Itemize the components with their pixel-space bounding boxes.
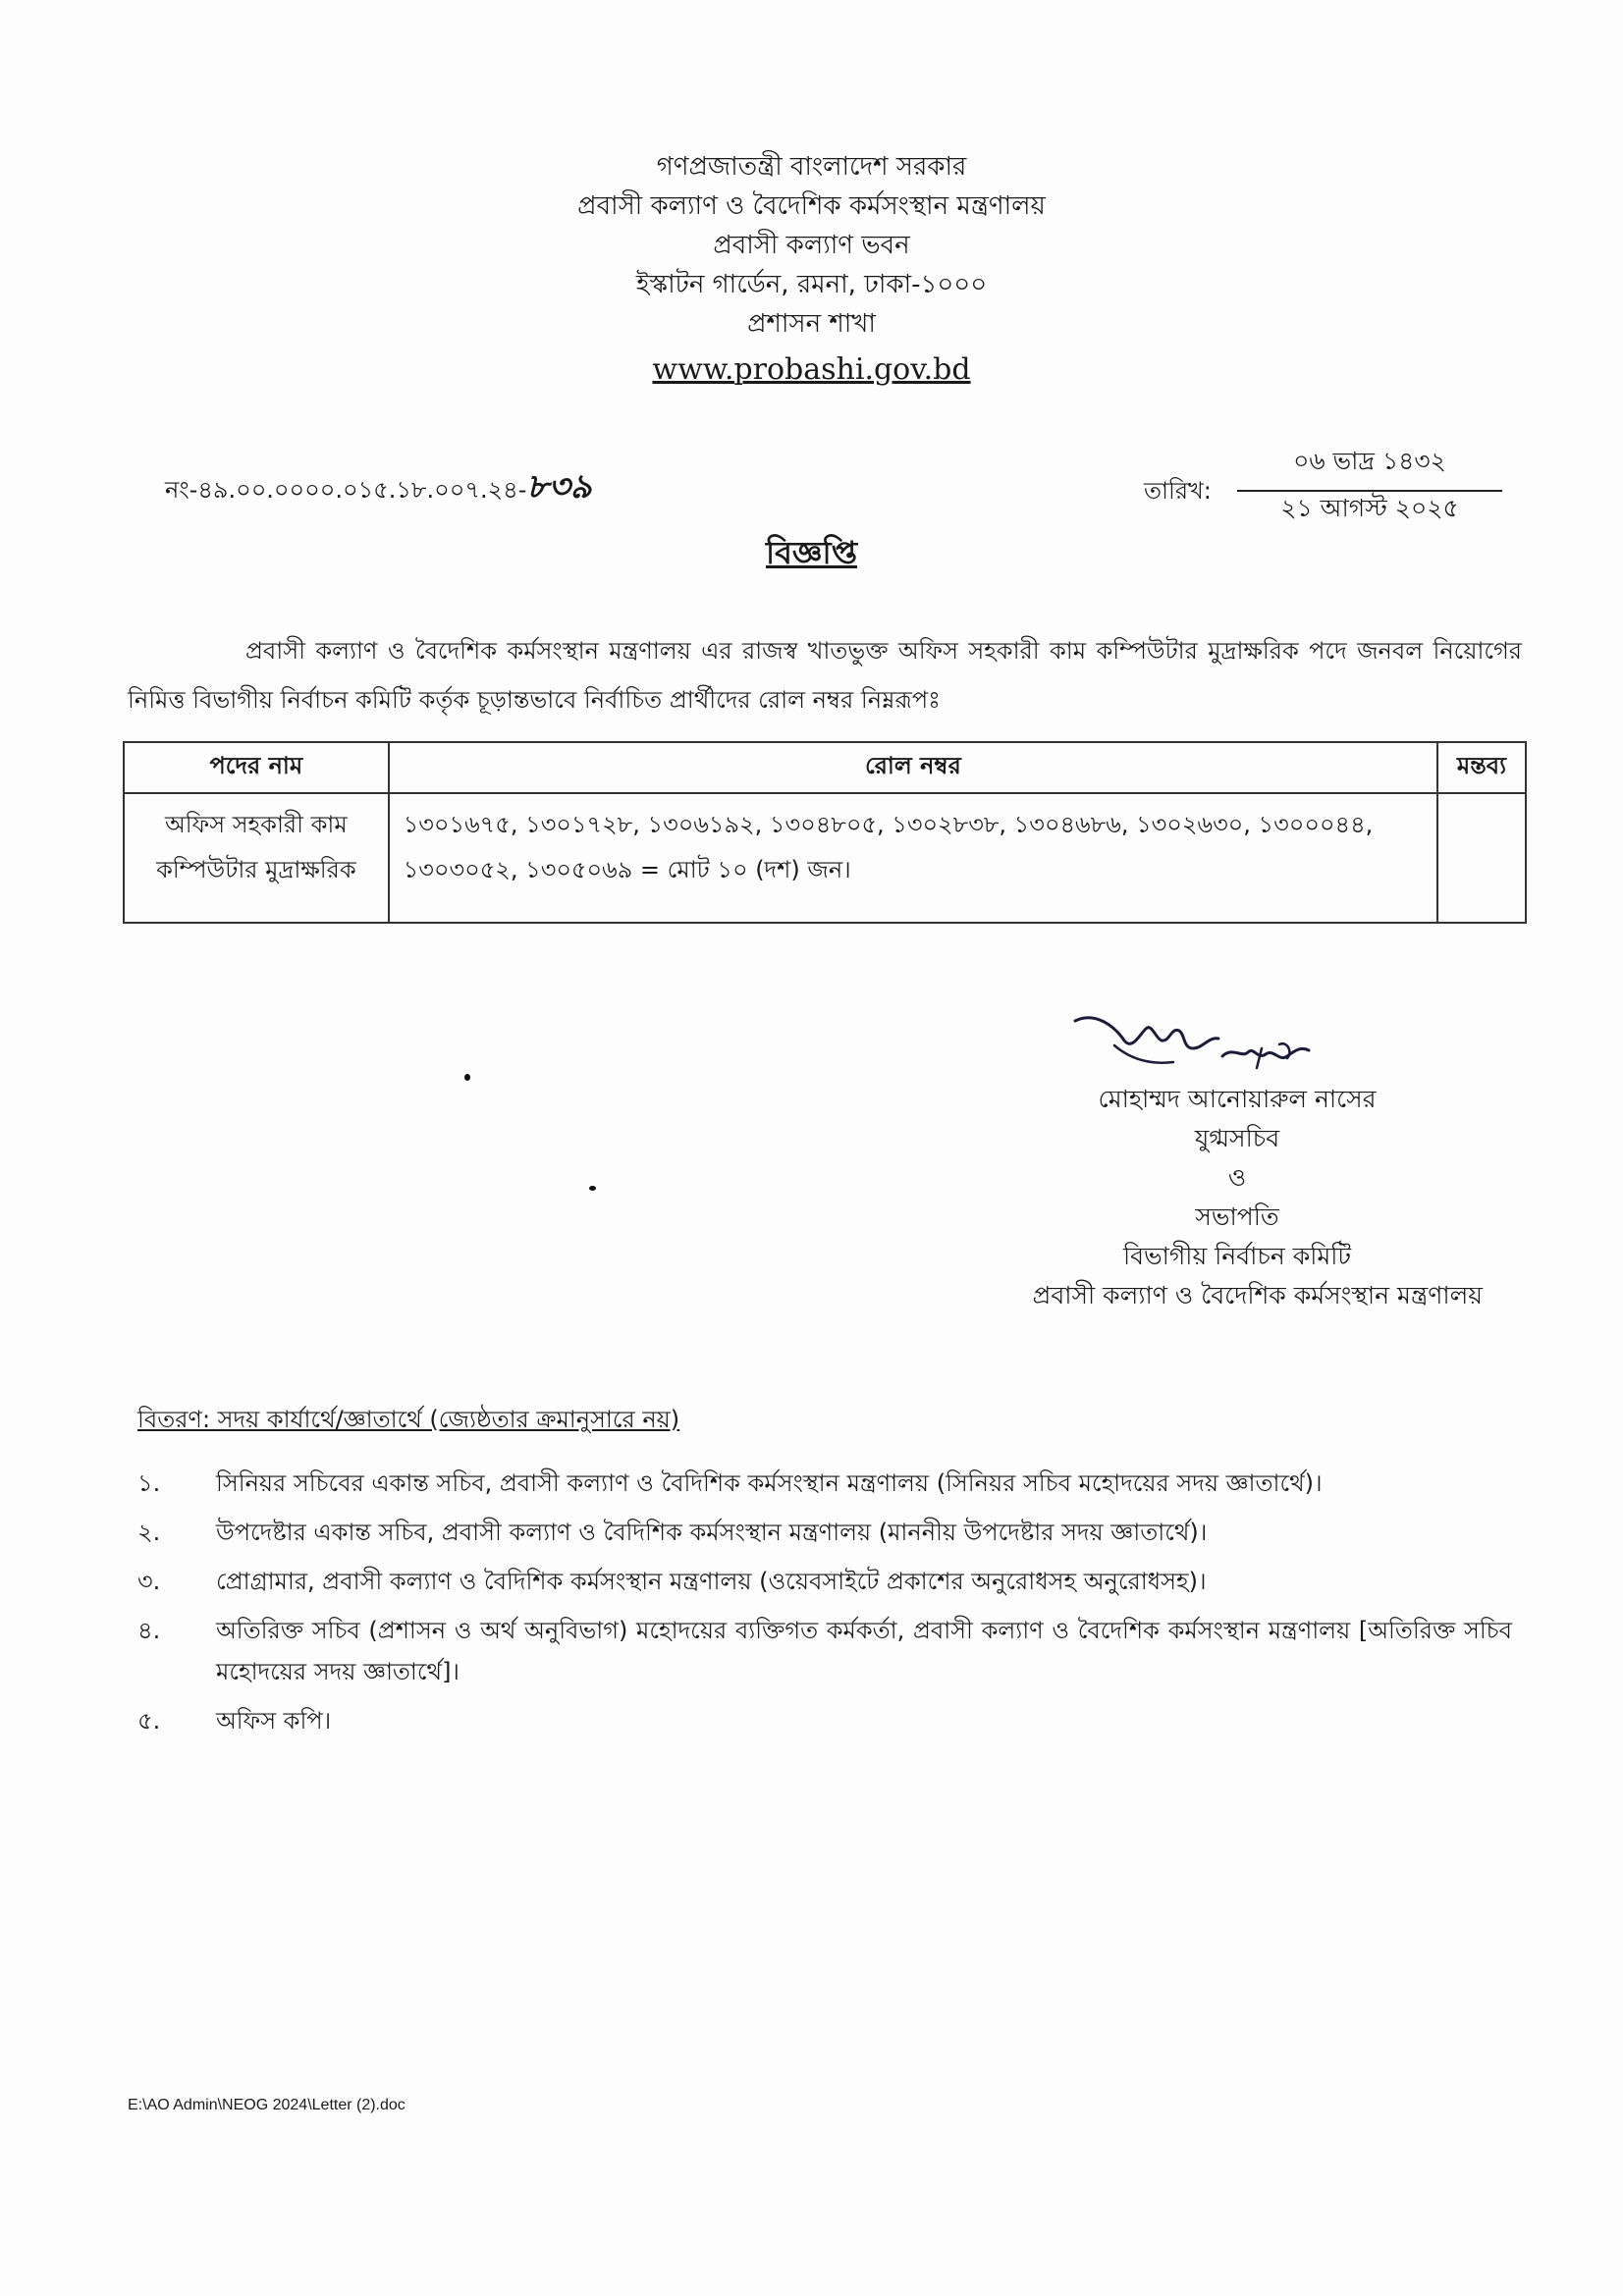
website-link[interactable]: www.probashi.gov.bd — [652, 352, 971, 387]
government-name: গণপ্রজাতন্ত্রী বাংলাদেশ সরকার — [656, 152, 967, 182]
header-remarks: মন্তব্য — [1437, 742, 1526, 793]
signatory-committee: বিভাগীয় নির্বাচন কমিটি — [1122, 1242, 1352, 1270]
list-item-number: ৫. — [137, 1707, 161, 1735]
header-roll-number: রোল নম্বর — [389, 742, 1437, 793]
header-post-name: পদের নাম — [124, 742, 389, 793]
signatory-designation: যুগ্মসচিব — [1194, 1124, 1280, 1152]
list-item — [118, 1512, 1512, 1553]
signatory-role: সভাপতি — [1195, 1202, 1279, 1231]
building-name: প্রবাসী কল্যাণ ভবন — [713, 231, 910, 260]
table-header-row — [124, 742, 1526, 793]
bangla-date: ০৬ ভাদ্র ১৪৩২ — [1237, 442, 1502, 492]
notice-body: প্রবাসী কল্যাণ ও বৈদেশিক কর্মসংস্থান মন্ত্রণালয় এর রাজস্ব খাতভুক্ত অফিস সহকারী কাম কম্পিউটার মুদ্রাক্ষরিক পদে জনবল নিয়োগের নিমিত্ত বিভাগীয় নির্বাচন কমিটি কর্তৃক চূড়ান্তভাবে নির্বাচিত প্রার্থীদের রোল নম্বর নিম্নরূপঃ — [128, 637, 1522, 714]
list-item — [118, 1610, 1512, 1692]
signatory-name: মোহাম্মদ আনোয়ারুল নাসের — [1098, 1085, 1377, 1113]
notice-title — [0, 528, 1623, 581]
letterhead — [0, 147, 1623, 393]
list-item-number: ৩. — [137, 1568, 161, 1595]
remarks-cell — [1437, 793, 1526, 923]
list-item-text: সিনিয়র সচিবের একান্ত সচিব, প্রবাসী কল্যাণ ও বৈদিশিক কর্মসংস্থান মন্ত্রণালয় (সিনিয়র সচিব মহোদয়ের সদয় জ্ঞাতার্থে)। — [216, 1469, 1323, 1497]
notice-title-text: বিজ্ঞপ্তি — [765, 534, 858, 571]
list-item-text: প্রোগ্রামার, প্রবাসী কল্যাণ ও বৈদিশিক কর্মসংস্থান মন্ত্রণালয় (ওয়েবসাইটে প্রকাশের অনুরোধসহ অনুরোধসহ)। — [216, 1568, 1207, 1595]
reference-number-text: নং-৪৯.০০.০০০০.০১৫.১৮.০০৭.২৪- — [165, 476, 527, 504]
date-block — [1144, 442, 1507, 530]
scan-speck — [589, 1186, 596, 1191]
signatory-conjunction: ও — [1227, 1163, 1247, 1192]
english-date: ২১ আগস্ট ২০২৫ — [1280, 494, 1459, 522]
list-item-text: অফিস কপি। — [216, 1707, 332, 1735]
list-item — [118, 1463, 1512, 1504]
scan-speck — [464, 1074, 470, 1081]
file-path-footer: E:\AO Admin\NEOG 2024\Letter (2).doc — [128, 2097, 406, 2113]
list-item-text: অতিরিক্ত সচিব (প্রশাসন ও অর্থ অনুবিভাগ) মহোদয়ের ব্যক্তিগত কর্মকর্তা, প্রবাসী কল্যাণ ও বৈদেশিক কর্মসংস্থান মন্ত্রণালয় [অতিরিক্ত সচিব মহোদয়ের সদয় জ্ঞাতার্থে]। — [216, 1617, 1512, 1685]
signatory-block — [884, 1080, 1591, 1315]
list-item-number: ১. — [137, 1469, 161, 1497]
list-item-number: ২. — [137, 1519, 161, 1546]
address: ইস্কাটন গার্ডেন, রমনা, ঢাকা-১০০০ — [635, 270, 988, 299]
list-item — [118, 1561, 1512, 1602]
reference-number — [165, 461, 592, 517]
table-row — [124, 793, 1526, 923]
list-item — [118, 1700, 1512, 1741]
list-item-number: ৪. — [137, 1617, 161, 1644]
date-label: তারিখ: — [1144, 477, 1212, 505]
signatory-ministry: প্রবাসী কল্যাণ ও বৈদেশিক কর্মসংস্থান মন্ত্রণালয় — [1032, 1281, 1483, 1309]
roll-numbers-cell: ১৩০১৬৭৫, ১৩০১৭২৮, ১৩০৬১৯২, ১৩০৪৮০৫, ১৩০২৮৩৮, ১৩০৪৬৮৬, ১৩০২৬৩০, ১৩০০০৪৪, ১৩০৩০৫২, ১৩০৫০৬৯ = মোট ১০ (দশ) জন। — [389, 793, 1437, 923]
distribution-list — [118, 1463, 1512, 1749]
post-name-cell: অফিস সহকারী কাম কম্পিউটার মুদ্রাক্ষরিক — [124, 793, 389, 923]
selected-candidates-table — [123, 741, 1527, 924]
distribution-heading: বিতরণ: সদয় কার্যার্থে/জ্ঞাতার্থে (জ্যেষ্ঠতার ক্রমানুসারে নয়) — [137, 1406, 680, 1433]
list-item-text: উপদেষ্টার একান্ত সচিব, প্রবাসী কল্যাণ ও বৈদিশিক কর্মসংস্থান মন্ত্রণালয় (মাননীয় উপদেষ্টার সদয় জ্ঞাতার্থে)। — [216, 1519, 1208, 1546]
section-name: প্রশাসন শাখা — [747, 309, 876, 339]
reference-handwritten-suffix: ৮৩৯ — [526, 467, 592, 507]
ministry-name: প্রবাসী কল্যাণ ও বৈদেশিক কর্মসংস্থান মন্ত্রণালয় — [577, 191, 1046, 221]
